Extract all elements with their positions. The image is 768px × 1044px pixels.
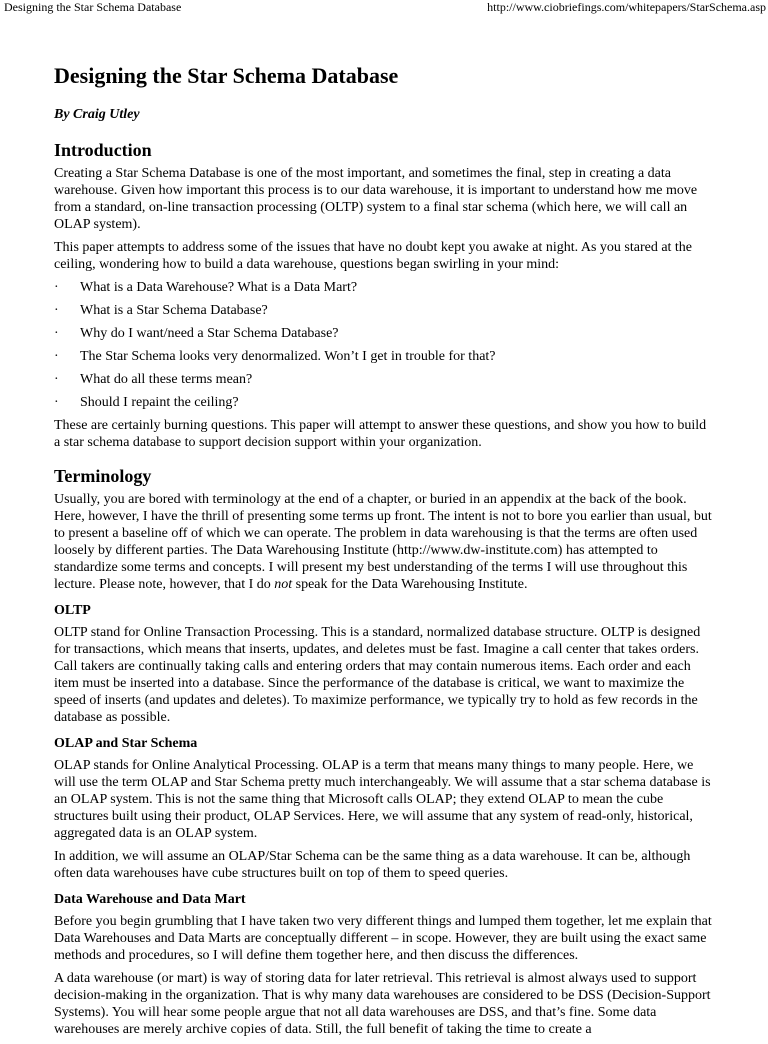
bullet-icon: · <box>54 303 59 318</box>
list-item <box>54 348 714 365</box>
list-item-text: What is a Star Schema Database? <box>80 303 268 318</box>
header-url: http://www.ciobriefings.com/whitepapers/StarSchema.asp <box>487 0 766 14</box>
emphasis-not: not <box>274 577 293 592</box>
heading-oltp: OLTP <box>54 603 91 618</box>
byline: By Craig Utley <box>54 107 140 122</box>
list-item <box>54 302 714 319</box>
list-item <box>54 279 714 296</box>
list-item-text: The Star Schema looks very denormalized. Won’t I get in trouble for that? <box>80 349 496 364</box>
dwdm-paragraph-2: A data warehouse (or mart) is way of storing data for later retrieval. This retrieval is almost always used to support decision-making in the organization. That is why many data warehouses are considered to be DSS (Decision-Support Systems). You will hear some people argue that not all data warehouses are DSS, and that’s fine. Some data warehouses are merely archive copies of data. Still, the full benefit of taking the time to create a <box>54 971 711 1037</box>
dwdm-paragraph-1: Before you begin grumbling that I have taken two very different things and lumped them together, let me explain that Data Warehouses and Data Marts are conceptually different – in scope. However, they are built using the exact same methods and procedures, so I will define them together here, and then discuss the differences. <box>54 914 712 963</box>
heading-introduction: Introduction <box>54 140 152 160</box>
oltp-paragraph: OLTP stand for Online Transaction Processing. This is a standard, normalized database structure. OLTP is designed for transactions, which means that inserts, updates, and deletes must be fast. Imagine a call center that takes orders. Call takers are continually taking calls and entering orders that may contain numerous items. Each order and each item must be inserted into a database. Since the performance of the database is critical, we want to maximize the speed of inserts (and updates and deletes). To maximize performance, we typically try to hold as few records in the database as possible. <box>54 625 701 725</box>
olap-paragraph-1: OLAP stands for Online Analytical Processing. OLAP is a term that means many things to many people. Here, we will use the term OLAP and Star Schema pretty much interchangeably. We will assume that a star schema database is an OLAP system. This is not the same thing that Microsoft calls OLAP; they extend OLAP to mean the cube structures built using their product, OLAP Services. Here, we will assume that any system of read-only, historical, aggregated data is an OLAP system. <box>54 758 711 841</box>
bullet-icon: · <box>54 349 59 364</box>
olap-paragraph-2: In addition, we will assume an OLAP/Star Schema can be the same thing as a data warehouse. It can be, although often data warehouses have cube structures built on top of them to speed queries. <box>54 849 691 881</box>
list-item <box>54 394 714 411</box>
header-title: Designing the Star Schema Database <box>4 0 182 14</box>
list-item-text: What is a Data Warehouse? What is a Data Mart? <box>80 280 358 295</box>
document-title: Designing the Star Schema Database <box>54 63 399 88</box>
list-item-text: Why do I want/need a Star Schema Database? <box>80 326 339 341</box>
heading-data-warehouse-data-mart: Data Warehouse and Data Mart <box>54 892 246 907</box>
terminology-paragraph <box>54 491 714 593</box>
intro-paragraph-2: This paper attempts to address some of the issues that have no doubt kept you awake at night. As you stared at the ceiling, wondering how to build a data warehouse, questions began swirling in your mind: <box>54 240 693 272</box>
running-header <box>0 0 768 16</box>
document-body <box>54 63 714 1044</box>
bullet-icon: · <box>54 372 59 387</box>
intro-paragraph-1: Creating a Star Schema Database is one of the most important, and sometimes the final, step in creating a data warehouse. Given how important this process is to our data warehouse, it is important to understand how me move from a standard, on-line transaction processing (OLTP) system to a final star schema (which here, we will call an OLAP system). <box>54 166 698 232</box>
bullet-icon: · <box>54 326 59 341</box>
list-item-text: What do all these terms mean? <box>80 372 253 387</box>
list-item <box>54 371 714 388</box>
bullet-icon: · <box>54 280 59 295</box>
heading-olap-star-schema: OLAP and Star Schema <box>54 736 198 751</box>
list-item-text: Should I repaint the ceiling? <box>80 395 239 410</box>
heading-terminology: Terminology <box>54 466 152 486</box>
bullet-icon: · <box>54 395 59 410</box>
terminology-text-end: speak for the Data Warehousing Institute. <box>292 577 528 592</box>
terminology-text: Usually, you are bored with terminology at the end of a chapter, or buried in an appendix at the back of the book. Here, however, I have the thrill of presenting some terms up front. The intent is not to bore you earlier than usual, but to present a baseline off of which we can operate. The problem in data warehousing is that the terms are often used loosely by different parties. The Data Warehousing Institute (http://www.dw-institute.com) has attempted to standardize some terms and concepts. I will present my best understanding of the terms I will use throughout this lecture. Please note, however, that I do <box>54 492 712 592</box>
list-item <box>54 325 714 342</box>
questions-list <box>54 279 714 411</box>
intro-paragraph-3: These are certainly burning questions. This paper will attempt to answer these questions, and show you how to build a star schema database to support decision support within your organization. <box>54 418 707 450</box>
